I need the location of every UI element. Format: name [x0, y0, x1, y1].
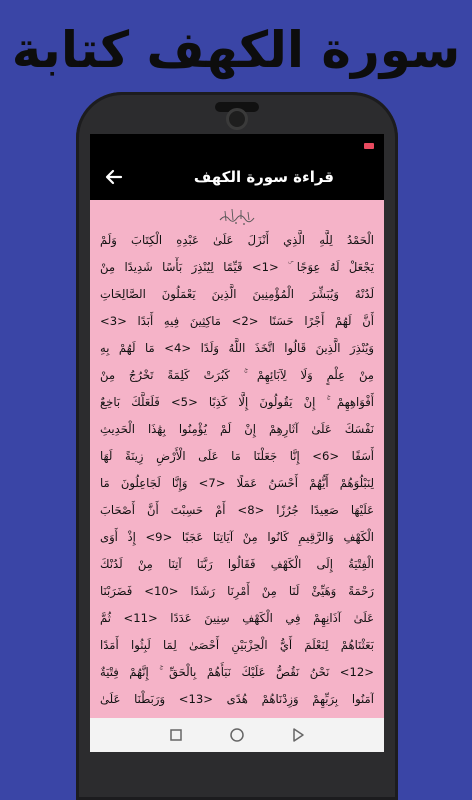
verse-line: رَحْمَةً وَهَيِّئْ لَنَا مِنْ أَمْرِنَا رَشَدًا <10> فَضَرَبْنَا: [100, 584, 374, 598]
verse-line: لِنَبْلُوَهُمْ أَيُّهُمْ أَحْسَنُ عَمَلًا <7> وَإِنَّا لَجَاعِلُونَ مَا: [100, 476, 374, 490]
verse-line: الْكَهْفِ وَالرَّقِيمِ كَانُوا مِنْ آيَاتِنَا عَجَبًا <9> إِذْ أَوَى: [100, 530, 374, 544]
phone-camera: [226, 108, 248, 130]
verse-line: لَدُنْهُ وَيُبَشِّرَ الْمُؤْمِنِينَ الَّذِينَ يَعْمَلُونَ الصَّالِحَاتِ: [100, 287, 374, 301]
app-bar: [90, 154, 384, 200]
verse-line: مِنْ عِلْمٍ وَلَا لِآبَائِهِمْ ۚ كَبُرَتْ كَلِمَةً تَخْرُجُ مِنْ: [100, 368, 374, 382]
verse-line: وَيُنْذِرَ الَّذِينَ قَالُوا اتَّخَذَ اللَّهُ وَلَدًا <4> مَا لَهُمْ بِهِ: [100, 341, 374, 355]
verse-line: الْحَمْدُ لِلَّهِ الَّذِي أَنْزَلَ عَلَىٰ عَبْدِهِ الْكِتَابَ وَلَمْ: [100, 233, 374, 247]
system-nav-bar: [90, 718, 384, 752]
verse-line: الْفِتْيَةُ إِلَى الْكَهْفِ فَقَالُوا رَبَّنَا آتِنَا مِنْ لَدُنْكَ: [100, 557, 374, 571]
back-triangle-icon[interactable]: [288, 725, 308, 745]
promo-title: سورة الكهف كتابة: [11, 21, 461, 79]
phone-frame: [76, 92, 398, 800]
verse-line: نَفْسَكَ عَلَىٰ آثَارِهِمْ إِنْ لَمْ يُؤْمِنُوا بِهَٰذَا الْحَدِيثِ: [100, 422, 374, 436]
verse-line: عَلَىٰ آذَانِهِمْ فِي الْكَهْفِ سِنِينَ عَدَدًا <11> ثُمَّ: [100, 611, 374, 625]
page-title: قراءة سورة الكهف: [193, 168, 334, 186]
home-circle-icon[interactable]: [227, 725, 247, 745]
verse-line: عَلَيْهَا صَعِيدًا جُرُزًا <8> أَمْ حَسِبْتَ أَنَّ أَصْحَابَ: [100, 503, 374, 517]
verse-line: أَسَفًا <6> إِنَّا جَعَلْنَا مَا عَلَى الْأَرْضِ زِينَةً لَهَا: [100, 449, 374, 463]
verse-line: أَفْوَاهِهِمْ ۚ إِنْ يَقُولُونَ إِلَّا كَذِبًا <5> فَلَعَلَّكَ بَاخِعٌ: [100, 395, 374, 409]
verse-line: <12> نَحْنُ نَقُصُّ عَلَيْكَ نَبَأَهُمْ بِالْحَقِّ ۚ إِنَّهُمْ فِتْيَةٌ: [100, 665, 374, 679]
basmala-icon: [217, 204, 257, 228]
back-arrow-icon[interactable]: [104, 167, 124, 187]
verse-line: آمَنُوا بِرَبِّهِمْ وَزِدْنَاهُمْ هُدًى <13> وَرَبَطْنَا عَلَىٰ: [100, 692, 374, 706]
battery-icon: [364, 143, 374, 149]
verse-line: بَعَثْنَاهُمْ لِنَعْلَمَ أَيُّ الْحِزْبَيْنِ أَحْصَىٰ لِمَا لَبِثُوا أَمَدًا: [100, 638, 374, 652]
verse-line: يَجْعَلْ لَهُ عِوَجًا ۜ <1> قَيِّمًا لِيُنْذِرَ بَأْسًا شَدِيدًا مِنْ: [100, 260, 374, 274]
surah-text-area[interactable]: [90, 200, 384, 718]
verse-line: أَنَّ لَهُمْ أَجْرًا حَسَنًا <2> مَاكِثِينَ فِيهِ أَبَدًا <3>: [100, 314, 374, 328]
phone-screen: [90, 134, 384, 752]
status-bar: [90, 134, 384, 154]
recents-square-icon[interactable]: [166, 725, 186, 745]
